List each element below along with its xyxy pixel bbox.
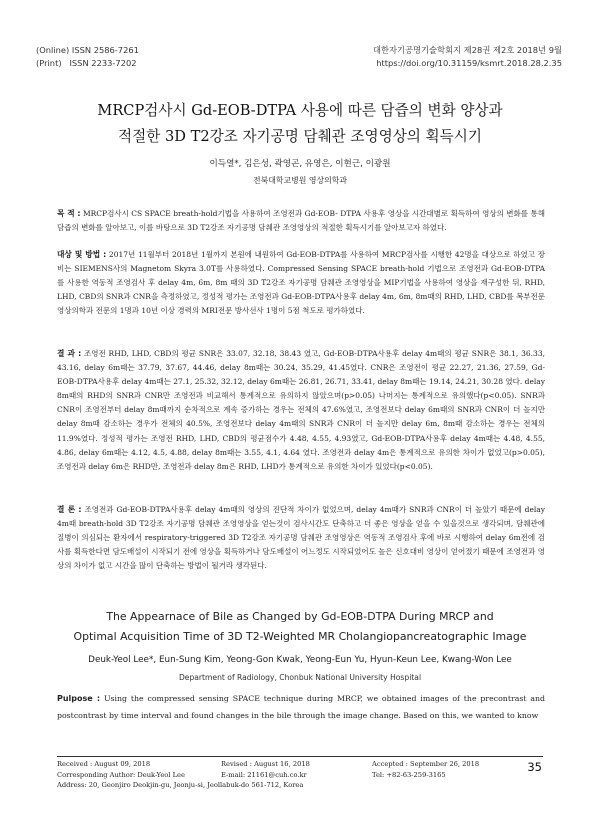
english-purpose-label: Pulpose : [57,694,101,703]
abstract-results [57,347,545,474]
footer-col-2 [221,759,310,780]
journal-name: 대한자기공명기술학회지 제28권 제2호 2018년 9월 [372,45,562,55]
author-address: Address: 20, Geonjiro Deokjin-gu, Jeonju-si, Jeollabuk-do 561-712, Korea [57,781,304,789]
english-title-line-2: Optimal Acquisition Time of 3D T2-Weighted MR Cholangiopancreatographic Image [73,630,527,643]
journal-info [373,44,562,69]
revised-date: Revised : August 16, 2018 [221,760,310,768]
corresponding-author: Corresponding Author: Deuk-Yeol Lee [57,770,185,779]
korean-title [40,98,560,150]
abstract-conclusion-text: 조영전과 Gd-EOB-DTPA사용후 delay 4m때의 영상의 진단적 차이가 없었으며, delay 4m때가 SNR과 CNR이 더 높았기 때문에 delay 4m때 breath-hold 3D T2강조 자기공명 담췌관 조영영상을 얻는것이 검사시간도 단축하고 더 좋은 영상을 얻을 수 있을것으로 생각되며, 담췌관에 질병이 의심되는 환자에서 respiratory-triggered 3D T2강조 자기공명 담췌관 조영영상은 역동적 조영검사 후에 바로 시행하여 delay 6m전에 검사를 획득한다면 담도배설이 시작되기 전에 영상을 획득하거나 담도배설이 어느정도 시작되었어도 높은 신호대비 영상이 얻어졌기 때문에 조영전과 영상의 차이가 없고 시간을 많이 단축하는 방법이 될거라 생각된다. [57,505,545,571]
english-title-line-1: The Appearnace of Bile as Changed by Gd-EOB-DTPA During MRCP and [106,610,494,623]
author-email[interactable]: E-mail: 21161@cuh.co.kr [221,770,307,779]
abstract-conclusion [57,503,545,573]
received-date: Received : August 09, 2018 [57,760,151,768]
abstract-methods-text: 2017년 11월부터 2018년 1월까지 본원에 내원하여 Gd-EOB-DTPA를 사용하여 MRCP검사를 시행한 42명을 대상으로 하였고 장비는 SIEMENS사의 Magnetom Skyra 3.0T를 사용하였다. Compressed Sensing SPACE breath-hold 기법으로 조영전과 Gd-EOB-DTPA를 사용한 역동적 조영검사 후 delay 4m, 6m, 8m 때의 3D T2강조 자기공명 담췌관 조영영상을 MIP기법을 사용하여 영상을 재구성한 뒤, RHD, LHD, CBD의 SNR과 CNR을 측정하였고, 정성적 평가는 조영전과 Gd-EOB-DTPA사용후 delay 4m, 6m, 8m때의 RHD, LHD, CBD를 복부전문 영상의학과 전문의 1명과 10년 이상 경력의 MRI전문 방사선사 1명이 5점 척도로 평가하였다. [57,250,545,316]
english-purpose-text: Using the compressed sensing SPACE technique during MRCP, we obtained images of the precontrast and postcontrast by time interval and found changes in the bile through the image change. Based on this, we wanted to know [57,694,545,720]
english-affiliation: Department of Radiology, Chonbuk National University Hospital [178,673,422,682]
abstract-purpose [57,207,545,235]
author-tel: Tel: +82-63-259-3165 [372,770,446,779]
korean-authors: 이득열*, 김은성, 곽영곤, 유영은, 이현근, 이광원 [209,159,391,169]
english-title [40,607,560,647]
english-purpose [57,691,545,724]
abstract-methods [57,248,545,318]
doi-link[interactable]: https://doi.org/10.31159/ksmrt.2018.28.2.35 [376,57,562,68]
issn-block [36,44,139,69]
abstract-results-text: 조영전 RHD, LHD, CBD의 평균 SNR은 33.07, 32.18, 38.43 였고, Gd-EOB-DTPA사용후 delay 4m때의 평균 SNR은 38.1, 36.33, 43.16, delay 6m때는 37.79, 37.67, 44.46, delay 8m때는 30.24, 35.29, 41.45였다. CNR은 조영전이 평균 22.27, 21.36, 27.59, Gd-EOB-DTPA사용후 delay 4m때는 27.1, 25.32, 32.12, delay 6m때는 26.81, 26.71, 33.41, delay 8m때는 19.14, 24.21, 30.28 였다. delay 8m때의 RHD의 SNR과 CNR만 조영전과 비교해서 통계적으로 유의하지 않았으며(p>0.05) 나머지는 통계적으로 유의했다(p<0.05). SNR과 CNR이 조영전부터 delay 8m때까지 순차적으로 계속 증가하는 경우는 전체의 47.6%였고, 조영전보다 delay 6m때의 SNR과 CNR이 더 높지만 delay 8m때 감소하는 경우가 전체의 40.5%, 조영전보다 delay 4m때의 SNR과 CNR이 더 높지만 delay 6m, 8m때 감소하는 경우는 전체의 11.9%였다. 정성적 평가는 조영전 RHD, LHD, CBD의 평균점수가 4.48, 4.55, 4.93였고, Gd-EOB-DTPA사용후 delay 4m때는 4.48, 4.55, 4.86, delay 6m때는 4.12, 4.5, 4.88, delay 8m때는 3.55, 4.1, 4.64 였다. 조영전과 delay 4m은 통계적으로 유의한 차이가 없었고(p>0.05), 조영전과 delay 6m은 RHD만, 조영전과 delay 8m은 RHD, LHD가 통계적으로 유의한 차이가 있었다(p<0.05). [57,349,545,471]
issn-print: (Print) ISSN 2233-7202 [36,57,137,68]
abstract-purpose-text: MRCP검사시 CS SPACE breath-hold기법을 사용하여 조영전과 Gd-EOB- DTPA 사용후 영상을 시간대별로 획득하여 영상의 변화를 통해 담즙의 변화를 알아보고, 이를 바탕으로 3D T2강조 자기공명 담췌관 조영영상의 적절한 획득시기를 알아보고자 하였다. [57,209,546,233]
abstract-conclusion-label: 결 론 : [57,505,82,514]
accepted-date: Accepted : September 26, 2018 [372,760,480,768]
english-authors: Deuk-Yeol Lee*, Eun-Sung Kim, Yeong-Gon Kwak, Yeong-Eun Yu, Hyun-Keun Lee, Kwang-Won Lee [88,655,512,665]
page-number: 35 [527,760,542,774]
footer-divider [57,756,543,757]
abstract-methods-label: 대상 및 방법 : [57,250,107,259]
abstract-purpose-label: 목 적 : [57,209,81,218]
korean-title-line-1: MRCP검사시 Gd-EOB-DTPA 사용에 따른 담즙의 변화 양상과 [97,102,503,119]
korean-affiliation: 전북대학교병원 영상의학과 [253,176,347,185]
issn-online: (Online) ISSN 2586-7261 [36,45,139,55]
korean-title-line-2: 적절한 3D T2강조 자기공명 담췌관 조영영상의 획득시기 [118,128,482,145]
abstract-results-label: 결 과 : [57,349,82,358]
footer-col-3 [372,759,479,780]
